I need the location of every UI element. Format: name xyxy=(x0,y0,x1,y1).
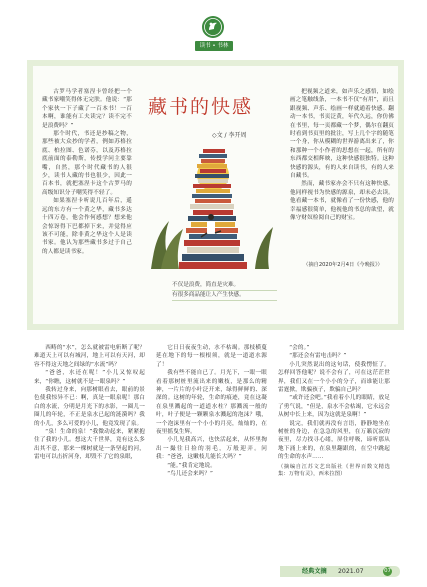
page-header xyxy=(0,0,427,58)
paragraph: 西畴的“水”，怎么就被雷电斩断了呢？难道天上可以有城河，地上可以有天河，却容不得这天地之间绿的“水流”吗？ xyxy=(34,345,145,368)
story-column-3 xyxy=(278,344,390,479)
story-column-1 xyxy=(34,344,145,462)
paragraph: 我转过身来，向那树眼看去，眼前的景色使我惊异不已：啊，真是一眼泉呢！那白白的水流，分明是月光下的水影，一圈儿一圈儿的年轮，不正是泉水已起的涟漪吗？我的小儿，多么可爱的小儿，他竟发现了泉。 xyxy=(34,387,145,427)
paragraph: 说完，我们就再没有言语，静静地坐在树桩的身边，在急急的风里，在万籁沉寂的夜里，尽力找寻心绪，屏住呼吸，谛听那从地下涌上来的，在泉里翻跟的，在空中跳起的生命的水声…… xyxy=(278,420,390,461)
story-column-2 xyxy=(156,344,267,479)
footer-issue: 2021.07 xyxy=(338,568,364,575)
pull-quote-line: 有很多商品能让人产生快感。 xyxy=(172,291,277,301)
pull-quote-line: 不仅是浪费，简直是灾难。 xyxy=(172,281,277,291)
section-tag: 读书 • 书林 xyxy=(195,41,233,51)
page-number: 07 xyxy=(384,568,391,574)
article-author: ◇文 / 李开周 xyxy=(212,132,247,139)
pull-quote xyxy=(172,281,277,301)
paragraph: “会的。” xyxy=(289,345,310,351)
paragraph: 古罗马学者塞涅卡曾经把一个藏书家嘲笑得体无完肤。他说：“那个家伙一下子藏了一百本书！一百本啊，谁能有工夫读完？读不完不是浪费吗？” xyxy=(42,89,132,129)
book-tower-illustration xyxy=(143,141,283,269)
footer-magazine-name: 经典文摘 xyxy=(302,568,327,575)
magazine-logo-icon xyxy=(200,14,226,40)
story-source: （摘编自江苏文艺出版社《世界百数文精选集：万物有灵》，西米拉图） xyxy=(278,463,390,478)
feature-source: （摘自2020年2月4日《今晚报》） xyxy=(303,262,383,268)
paragraph: “爸爸，水还在呢！”小儿又惊叹起来，“你瞧，这树就不是一眼泉吗？” xyxy=(34,370,145,385)
paragraph: “那还会有雷电击吗？” xyxy=(289,353,347,360)
paragraph: “或许还会吧。”我看着小儿的眼睛，放足了勇气说，“但是，泉水不会枯竭，它永远会从树中长上来，因为这就是泉啊！” xyxy=(278,395,390,419)
paragraph: “泉！生命的泉！”我微动起来，紧紧抱住了我的小儿。想这大千世界，竟有这么多出其不意，那来一棵树就是一条坚起的河，雷电可以击折河身，却毁不了它的泉眼， xyxy=(34,429,145,461)
intro-column-right xyxy=(290,88,394,223)
paragraph: 小儿突然说出的这句话，使我愣怔了。怎样回答他呢？说不会有了，可在这茫茫世界，我们又在一个小小的分子，而谁能让那雷霆掀，欺骗孩子，欺骗自己吗？ xyxy=(278,361,390,394)
article-title: 藏书的快感 xyxy=(148,96,254,118)
paragraph: 把视频之道来，如声乐之感悟，如绘画之笔触线条，一本书不仅“有用”，而且跟视频、声乐、绘画一样就通着快感。翻动一本书，书页泛黄，年代久远，你仿佛在书里，每一页都藏一个梦，偶尔在翻页时看到书页里的批注，写上几个字的随笔一个身，你从模糊的世界游离出来了，你和那种一个小作者的思想在一起，所有的东西都交相辉映，这种快感很独特。这种快感的源头，有的人来自读书，有的人来自藏书。 xyxy=(290,89,394,180)
paragraph: 它日日夜夜生动，水不枯竭。那枝横蔓延在地下的每一根根须，就是一道道水源了！ xyxy=(156,345,267,368)
paragraph: 如果塞涅卡听说几百年后，遥远的东方有一个黄之华，藏书多达十四万卷，他会作何感想？想来他会惊讶得下巴都掉下来，并觉得应该不可能，除非黄之华这个人是读书家。他认为那些藏书多过于自己的人都是读书家。 xyxy=(42,198,132,255)
paragraph: “鸟儿还会来吗？” xyxy=(167,471,214,478)
paragraph: 那个时代，书还是抄稿之物，那些被大众抄的学者，例如苏格拉底、柏拉图、色诺芬，以及苏格拉底前面的泰勒斯，传授学问主要靠嘴，自然，那个时代藏书的人很少，读书人藏的书也很少，因此一百本书，就把塞涅卡这个古罗马的高级知识分子嘲笑得不轻了。 xyxy=(42,131,132,196)
paragraph: “能。”我肯定地说。 xyxy=(167,462,216,469)
intro-column-left xyxy=(42,88,132,256)
paragraph: 然而，藏书家亦会不只有这种快感。他同样视书为快感的源泉，却未必去读。他看藏一本书，就像看了一份快感，他的幸福感很简单，他视他的书总的欲望，就像守财奴检阅自己的财宝。 xyxy=(290,181,394,222)
paragraph: 小儿见我高兴，也快活起来，从怀里掏出一撮往日捡的羽毛，万般迎弄。问我：“爸爸，这嫩枝儿能长大吗？” xyxy=(156,437,267,461)
paragraph: 我有些不能自已了。月光下，一眼一眼看着那树桩里流出来的嫩枝，是那么的精神，一片片的小叶泛开来，绿得鲜鲜的、深深的。这树的年轮，生命的痕迹，竟在这凝在泉里溅起的一道道水柱？那溅流一般的叶，叶子便是一颗颗泉水溅起的泡沫？哦，一个泡沫里有一个小小的月亮，灿灿的，在夜里摇曳生辉。 xyxy=(156,370,267,436)
